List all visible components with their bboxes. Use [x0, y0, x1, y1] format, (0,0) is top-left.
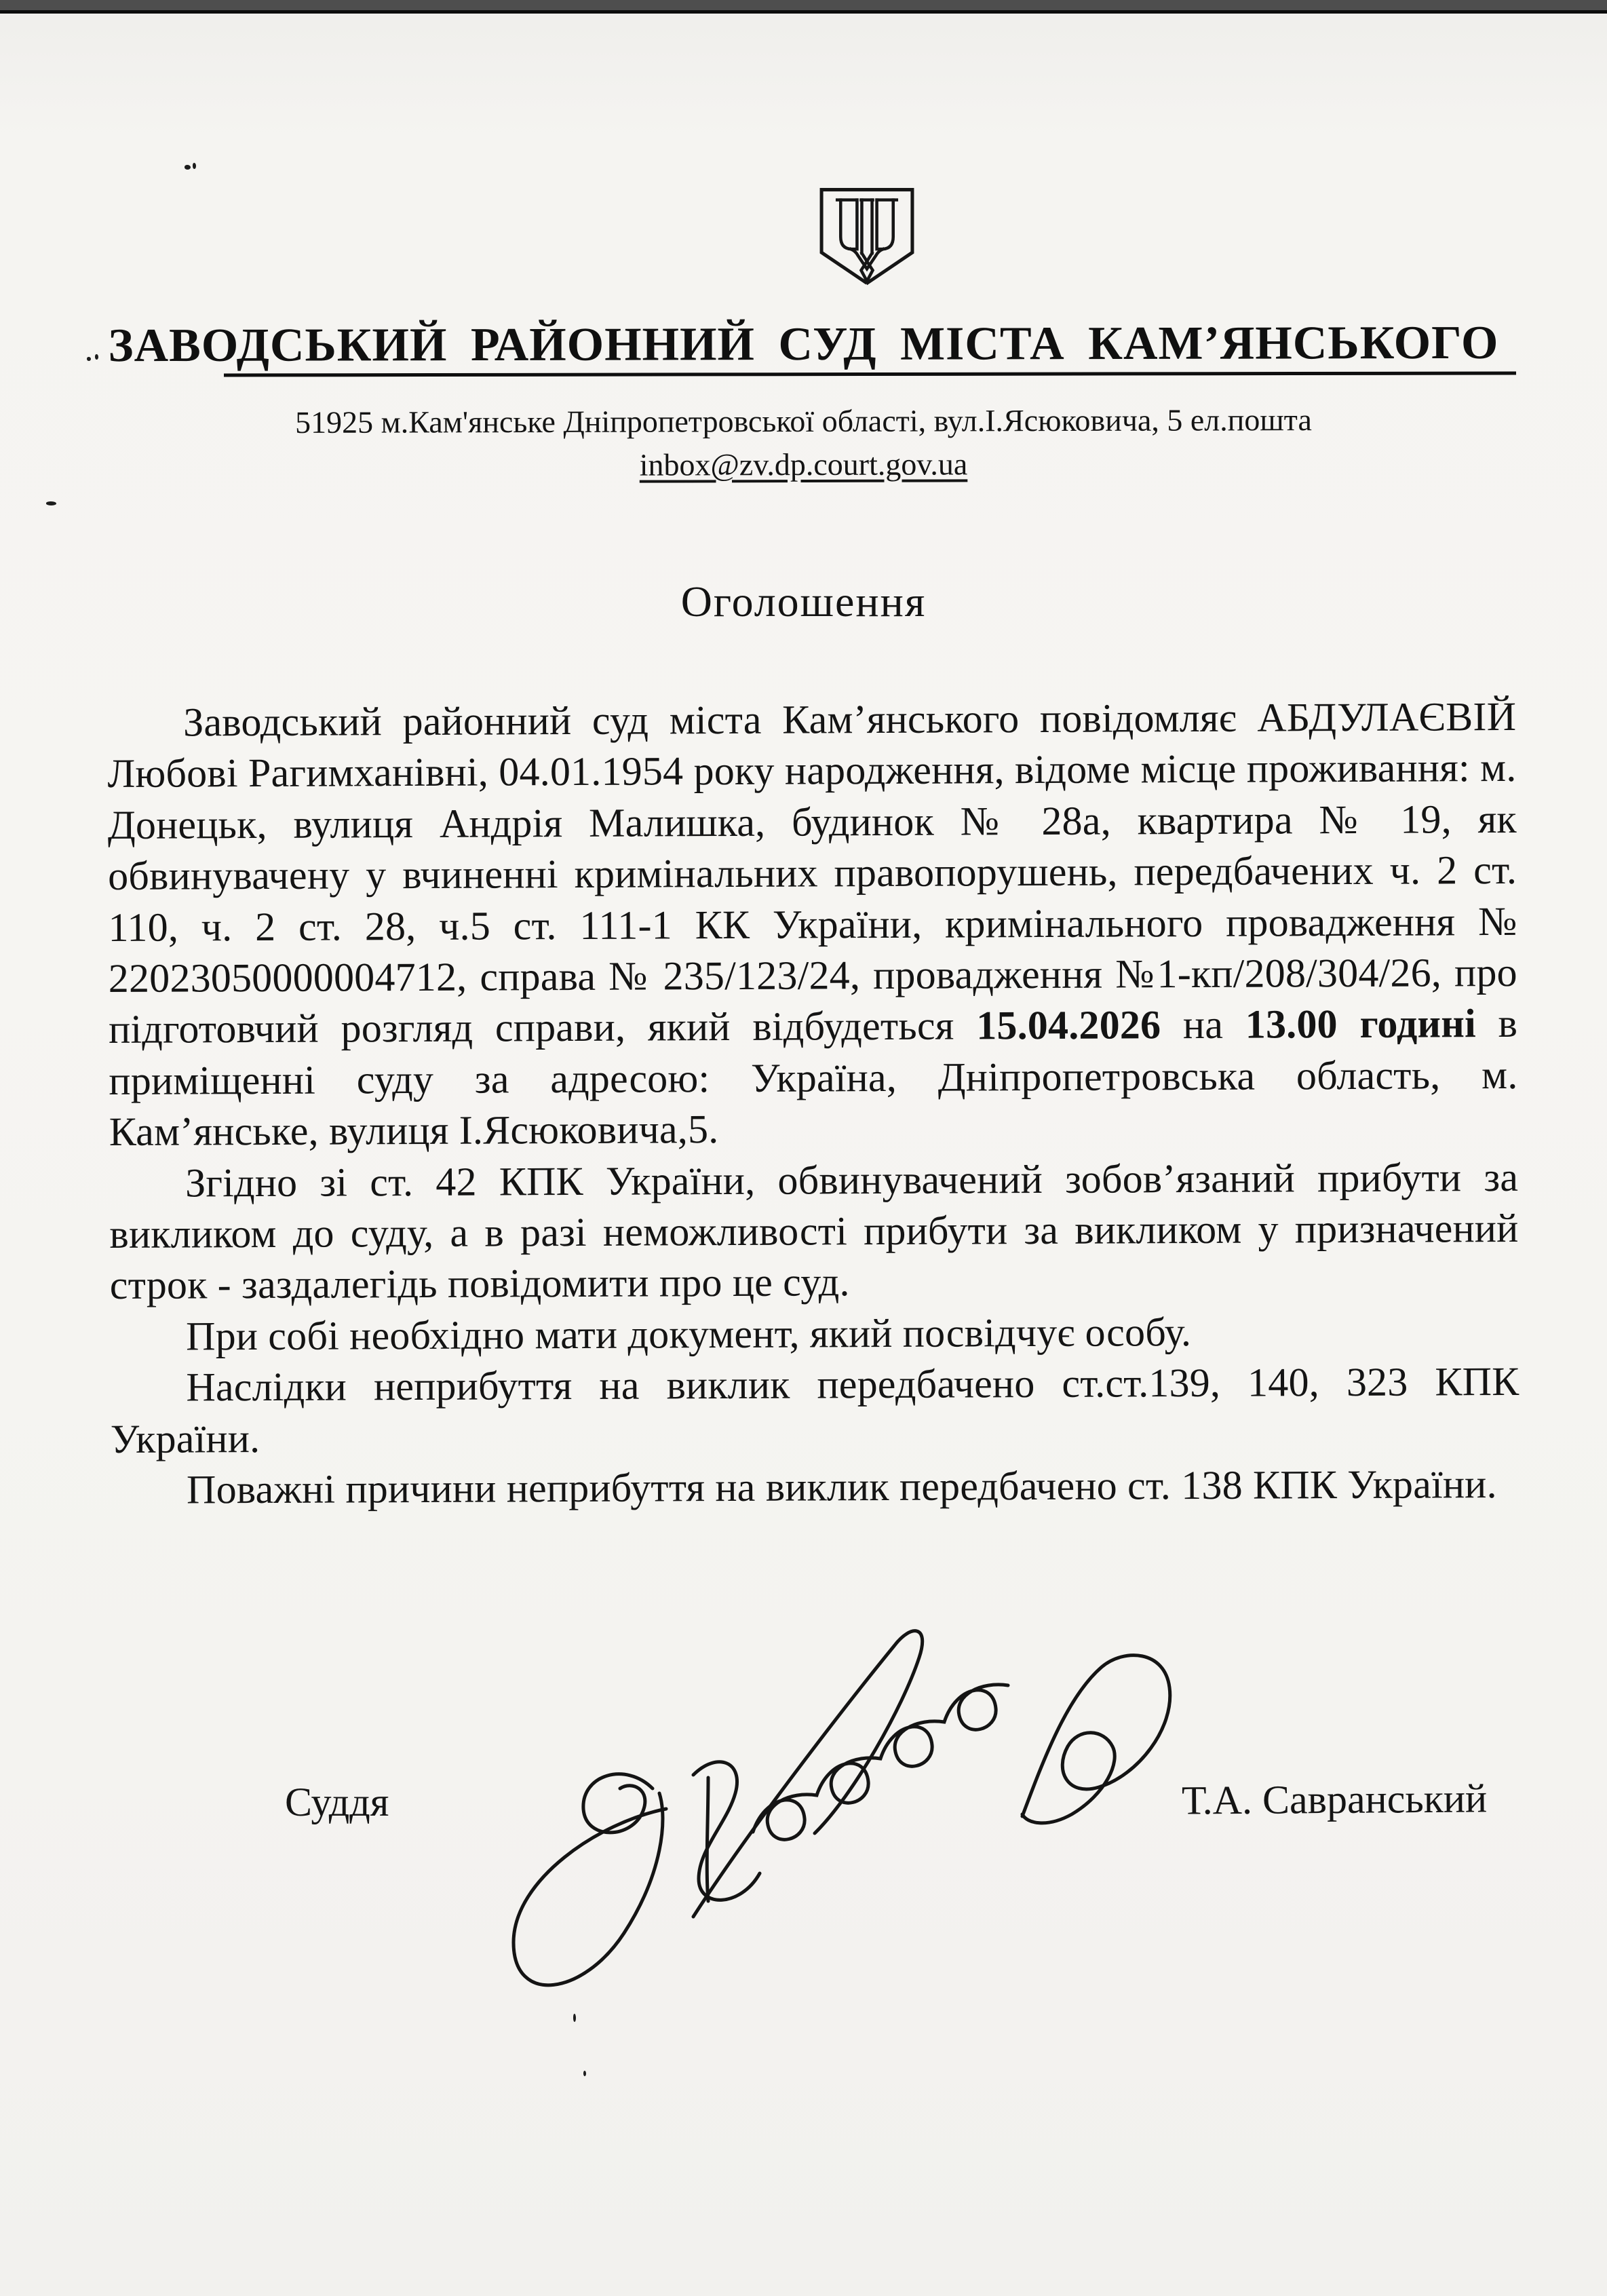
- ukraine-trident-icon: [814, 186, 920, 289]
- scan-edge-band: [0, 0, 1607, 10]
- scan-speck: [583, 2071, 586, 2076]
- paragraph: Поважні причини неприбуття на виклик передбачено ст. 138 КПК України.: [186, 1461, 1497, 1512]
- scan-speck: [95, 354, 98, 360]
- judge-label: Суддя: [285, 1780, 389, 1824]
- scan-speck: [46, 501, 56, 505]
- judge-signature: [374, 1615, 1219, 2022]
- judge-name: Т.А. Савранський: [1181, 1776, 1488, 1823]
- scan-speck: [185, 165, 191, 170]
- scan-speck: [193, 163, 196, 169]
- court-name-heading: ЗАВОДСЬКИЙ РАЙОННИЙ СУД МІСТА КАМ’ЯНСЬКОГО: [108, 316, 1499, 372]
- paragraph: При собі необхідно мати документ, який посвідчує особу.: [185, 1309, 1192, 1359]
- paragraph: Згідно зі ст. 42 КПК України, обвинувачений зобов’язаний прибути за викликом до суду, а в разі неможливості прибути за викликом у призначений строк - заздалегідь повідомити про це суд.: [109, 1154, 1519, 1308]
- scan-speck: [87, 357, 91, 361]
- body-paragraphs: [107, 691, 1519, 1516]
- scan-edge-line: [0, 10, 1607, 14]
- court-email-text: inbox@zv.dp.court.gov.ua: [639, 446, 968, 482]
- scan-speck: [573, 2014, 576, 2022]
- document-title: Оголошення: [680, 577, 927, 626]
- court-email: [0, 444, 1607, 484]
- court-address: 51925 м.Кам'янське Дніпропетровської області, вул.І.Ясюковича, 5 ел.пошта: [295, 402, 1312, 440]
- paragraph: Заводський районний суд міста Кам’янського повідомляє АБДУЛАЄВІЙ Любові Рагимханівні, 04.01.1954 року народження, відоме місце проживання: м. Донецьк, вулиця Андрія Малишка, будинок № 28а, квартира № 19, як обвинувачену у вчиненні кримінальних правопорушень, передбачених ч. 2 ст. 110, ч. 2 ст. 28, ч.5 ст. 111-1 КК України, кримінального провадження № 22023050000004712, справа № 235/123/24, провадження №1-кп/208/304/26, про підготовчий розгляд справи, який відбудеться 15.04.2026 на 13.00 годині в приміщенні суду за адресою: Україна, Дніпропетровська область, м. Кам’янське, вулиця І.Ясюковича,5.: [107, 693, 1518, 1155]
- paragraph: Наслідки неприбуття на виклик передбачено ст.ст.139, 140, 323 КПК України.: [110, 1359, 1519, 1461]
